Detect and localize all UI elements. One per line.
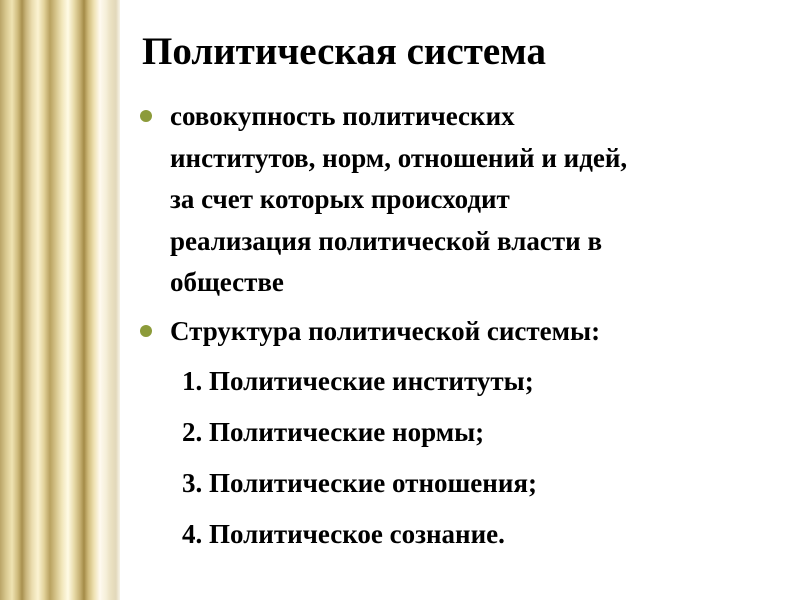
bullet-dot-icon [140, 325, 152, 337]
structure-item: 2. Политические нормы; [182, 417, 485, 447]
bullet-dot-icon [140, 110, 152, 122]
structure-list [130, 356, 780, 560]
bullet-definition [130, 96, 780, 304]
bullet-line: Структура политической системы: [170, 315, 601, 346]
bullet-structure [130, 311, 780, 353]
bullet-line: за счет которых происходит [170, 184, 510, 214]
slide-body [130, 96, 780, 560]
slide-title: Политическая система [142, 30, 546, 73]
bullet-line: совокупность политических [170, 101, 515, 131]
structure-item: 4. Политическое сознание. [182, 519, 505, 549]
bullet-line: институтов, норм, отношений и идей, [170, 142, 628, 173]
bullet-line: реализация политической власти в [170, 225, 603, 256]
structure-item: 3. Политические отношения; [182, 468, 537, 498]
bullet-line: обществе [170, 267, 284, 297]
structure-item: 1. Политические институты; [182, 366, 534, 396]
